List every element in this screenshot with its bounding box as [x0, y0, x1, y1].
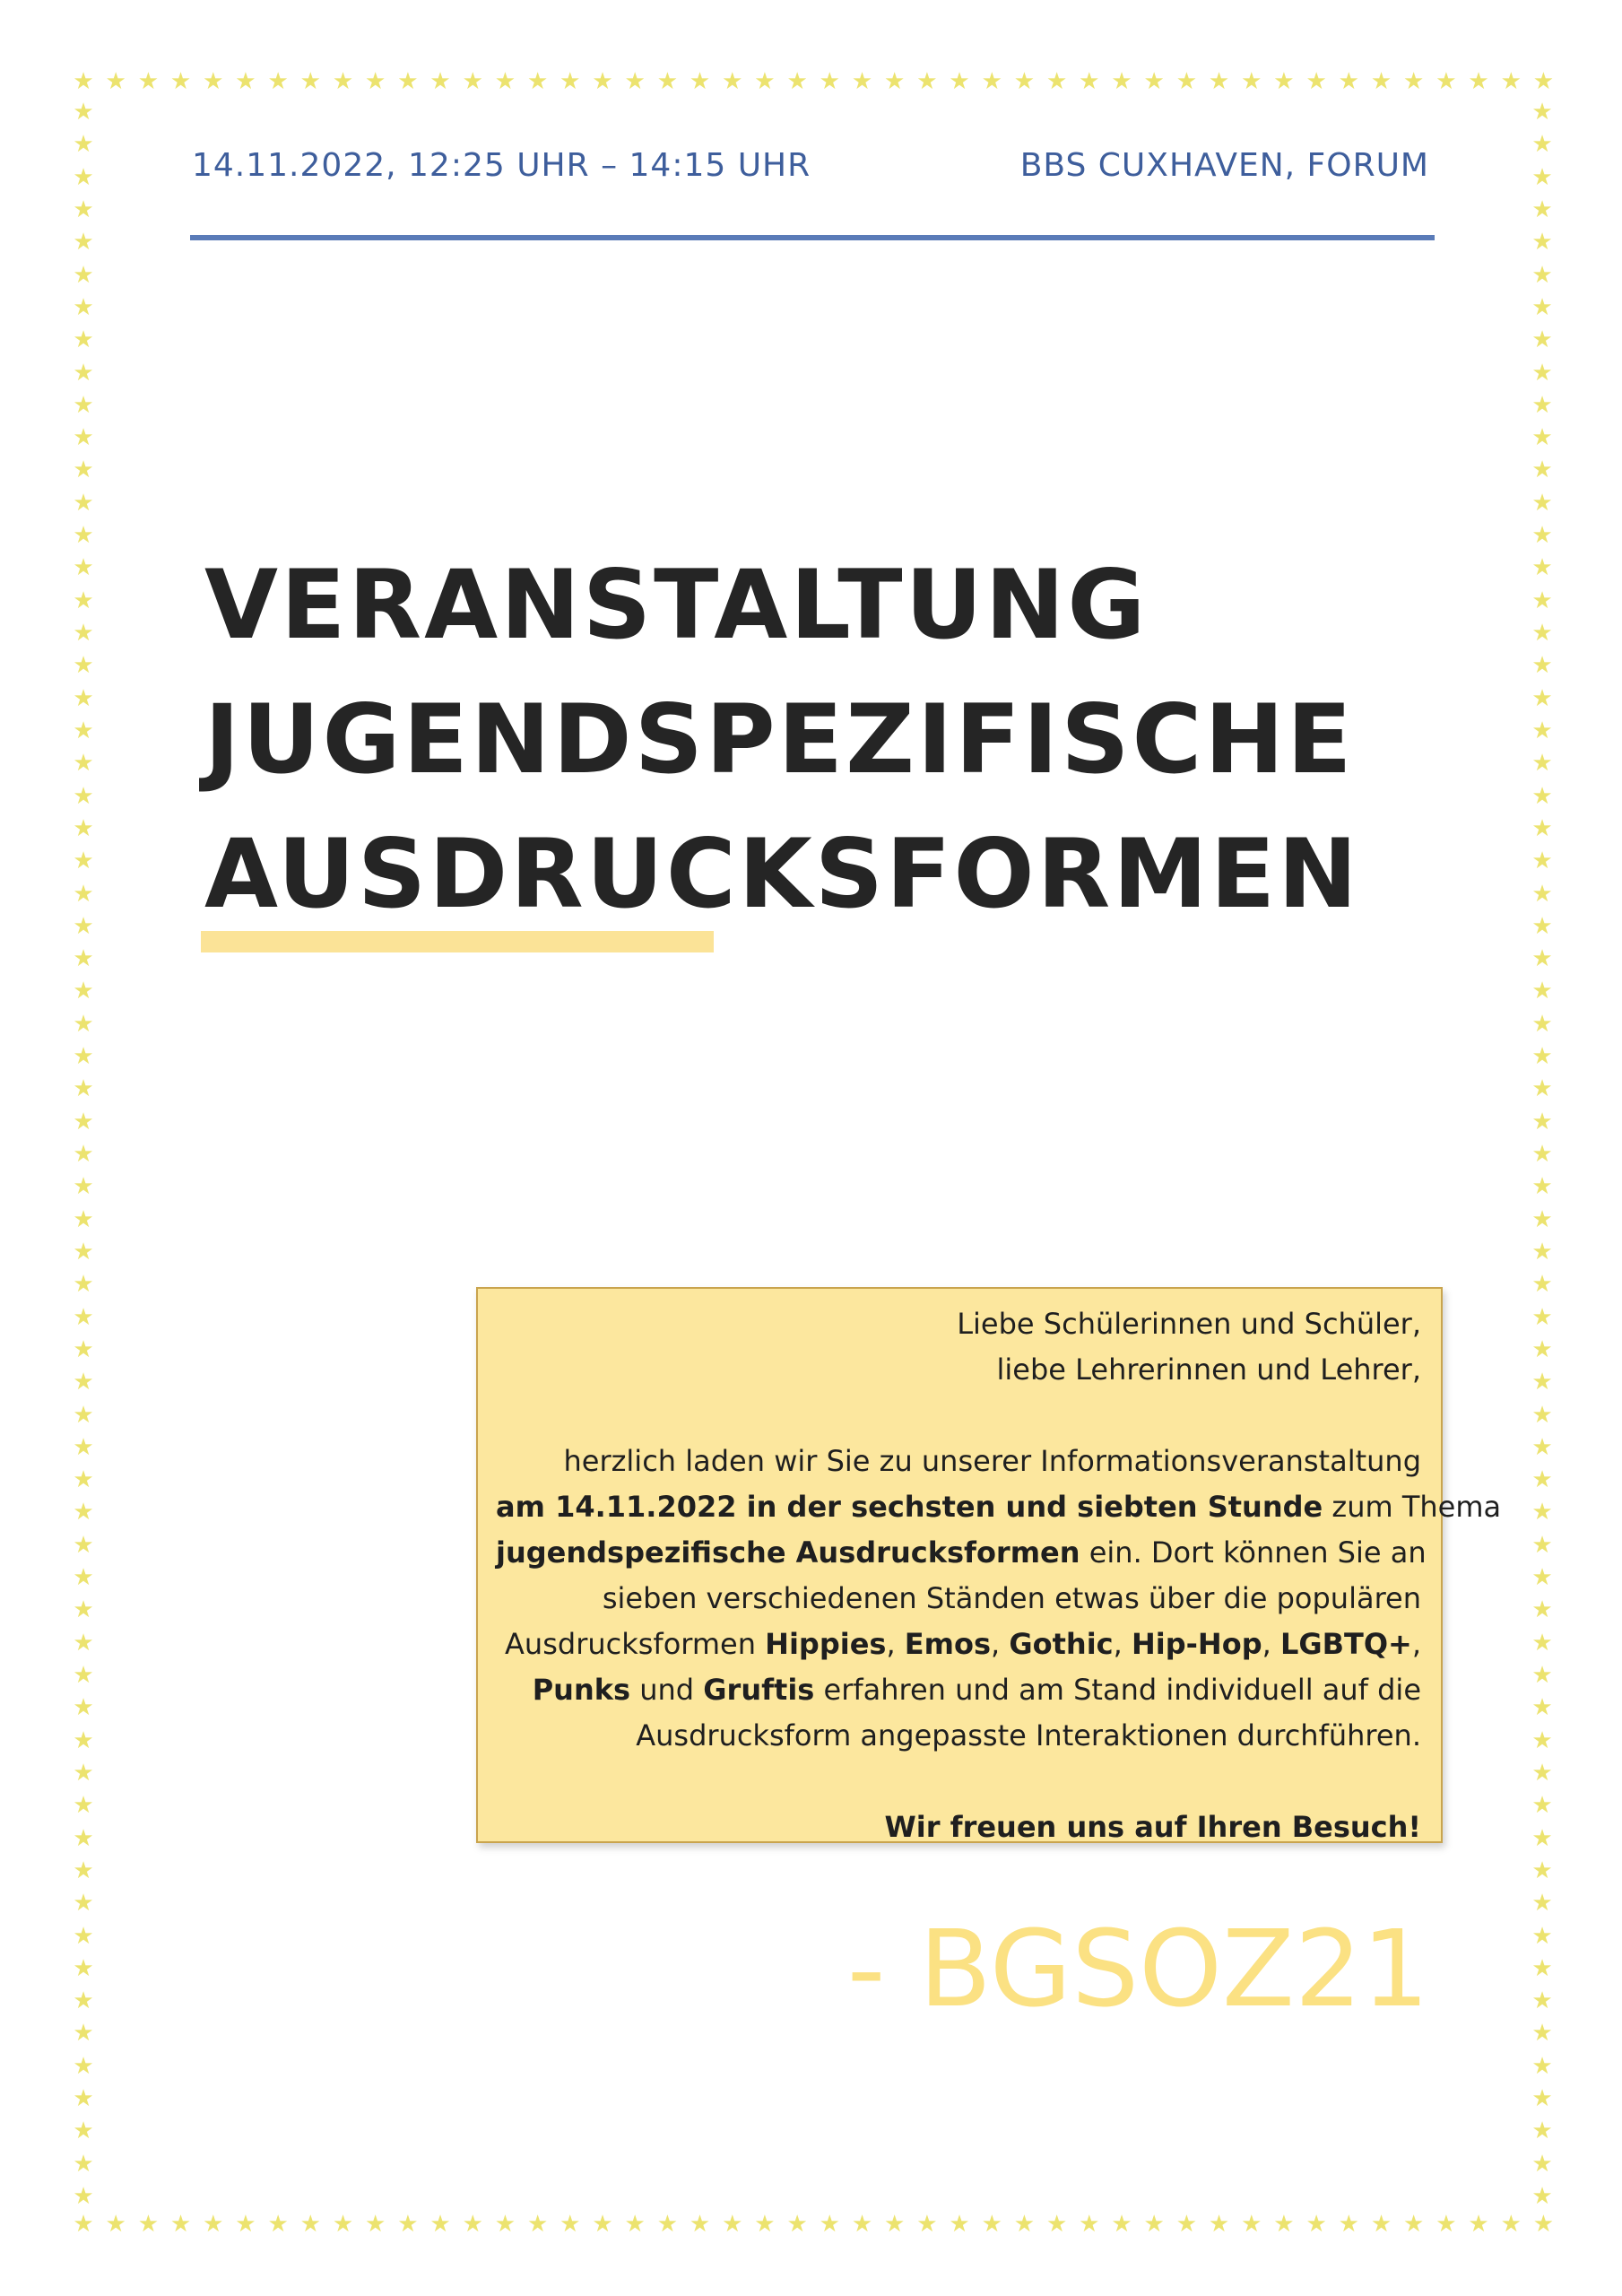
invitation-text-line-5: Ausdrucksformen Hippies, Emos, Gothic, Hip-Hop, LGBTQ+, [505, 1627, 1421, 1661]
star-icon: ★ [203, 70, 224, 95]
star-icon: ★ [73, 814, 94, 842]
star-icon: ★ [1531, 684, 1553, 712]
star-icon: ★ [1531, 1271, 1553, 1299]
star-icon: ★ [1531, 293, 1553, 321]
style-emos: Emos [904, 1627, 992, 1661]
star-icon: ★ [1436, 70, 1457, 95]
star-icon: ★ [332, 2213, 354, 2238]
style-gruftis: Gruftis [703, 1673, 815, 1707]
star-icon: ★ [73, 1108, 94, 1135]
title-line-3: AUSDRUCKSFORMEN [204, 819, 1360, 929]
star-icon: ★ [1531, 1499, 1553, 1526]
star-icon: ★ [1531, 1954, 1553, 1982]
star-icon: ★ [1531, 652, 1553, 680]
star-icon: ★ [1500, 2213, 1522, 2238]
star-icon: ★ [1531, 196, 1553, 223]
star-icon: ★ [1013, 70, 1036, 95]
star-icon: ★ [429, 70, 451, 95]
star-icon: ★ [73, 1824, 94, 1852]
star-icon: ★ [1531, 978, 1553, 1005]
star-icon: ★ [73, 1173, 94, 1201]
star-icon: ★ [1531, 1890, 1553, 1918]
star-icon: ★ [73, 1238, 94, 1265]
star-icon: ★ [1531, 261, 1553, 289]
star-icon: ★ [884, 70, 906, 95]
star-icon: ★ [1532, 2213, 1555, 2238]
invitation-text-line-6: Punks und Gruftis erfahren und am Stand individuell auf die [532, 1673, 1421, 1707]
star-icon: ★ [1143, 70, 1165, 95]
star-icon: ★ [73, 1271, 94, 1299]
star-icon: ★ [819, 2213, 840, 2238]
star-icon: ★ [73, 782, 94, 810]
star-icon: ★ [851, 70, 873, 95]
star-icon: ★ [73, 1629, 94, 1657]
star-icon: ★ [1531, 1726, 1553, 1754]
star-icon: ★ [1531, 1141, 1553, 1168]
star-border-bottom [72, 2213, 1556, 2239]
star-icon: ★ [1531, 717, 1553, 744]
star-icon: ★ [73, 717, 94, 744]
star-icon: ★ [916, 2213, 938, 2238]
star-icon: ★ [73, 1596, 94, 1624]
star-icon: ★ [1531, 2118, 1553, 2145]
star-icon: ★ [1436, 2213, 1457, 2238]
star-icon: ★ [722, 2213, 743, 2238]
star-icon: ★ [73, 2085, 94, 2113]
star-icon: ★ [656, 70, 679, 95]
star-icon: ★ [1531, 131, 1553, 159]
star-icon: ★ [1338, 2213, 1359, 2238]
star-icon: ★ [73, 684, 94, 712]
star-icon: ★ [1531, 1369, 1553, 1396]
star-icon: ★ [1531, 100, 1553, 126]
star-icon: ★ [1273, 70, 1295, 95]
star-icon: ★ [169, 2213, 192, 2238]
star-icon: ★ [137, 2213, 160, 2238]
star-icon: ★ [981, 70, 1002, 95]
star-icon: ★ [1531, 1238, 1553, 1265]
star-icon: ★ [1208, 70, 1230, 95]
star-icon: ★ [73, 1987, 94, 2015]
spacer [496, 1393, 1421, 1439]
star-icon: ★ [73, 620, 94, 647]
star-icon: ★ [73, 945, 94, 973]
star-icon: ★ [624, 2213, 646, 2238]
star-icon: ★ [1531, 814, 1553, 842]
star-icon: ★ [73, 489, 94, 517]
star-border-left [72, 100, 99, 2208]
header-divider [190, 235, 1435, 240]
topic-highlight: jugendspezifische Ausdrucksformen [496, 1535, 1080, 1570]
star-icon: ★ [1531, 782, 1553, 810]
star-icon: ★ [73, 1433, 94, 1461]
star-icon: ★ [1531, 912, 1553, 940]
star-icon: ★ [1531, 1466, 1553, 1494]
star-icon: ★ [1531, 620, 1553, 647]
star-icon: ★ [1531, 457, 1553, 484]
star-icon: ★ [1531, 1792, 1553, 1820]
star-icon: ★ [1403, 2213, 1425, 2238]
star-icon: ★ [1531, 1694, 1553, 1722]
star-icon: ★ [1468, 70, 1489, 95]
star-icon: ★ [235, 2213, 256, 2238]
star-icon: ★ [1531, 1857, 1553, 1884]
event-title [204, 538, 1370, 942]
star-icon: ★ [73, 1043, 94, 1071]
star-icon: ★ [1531, 1596, 1553, 1624]
star-icon: ★ [169, 70, 192, 95]
star-border-right [1531, 100, 1557, 2208]
invitation-text-line-1: herzlich laden wir Sie zu unserer Informationsveranstaltung [563, 1444, 1421, 1478]
star-icon: ★ [73, 1954, 94, 1982]
star-icon: ★ [1531, 1173, 1553, 1201]
star-icon: ★ [1045, 2213, 1068, 2238]
star-icon: ★ [1013, 2213, 1036, 2238]
title-line-2: JUGENDSPEZIFISCHE [204, 684, 1355, 795]
star-icon: ★ [1531, 229, 1553, 257]
star-icon: ★ [235, 70, 256, 95]
greeting-students: Liebe Schülerinnen und Schüler, [957, 1307, 1421, 1341]
star-icon: ★ [851, 2213, 873, 2238]
star-icon: ★ [1531, 554, 1553, 582]
star-icon: ★ [73, 1335, 94, 1363]
star-icon: ★ [73, 1726, 94, 1754]
star-icon: ★ [1370, 2213, 1392, 2238]
title-line-1: VERANSTALTUNG [204, 550, 1149, 660]
invitation-text-line-2: am 14.11.2022 in der sechsten und siebten Stunde zum Thema [496, 1490, 1502, 1524]
star-icon: ★ [1111, 70, 1132, 95]
star-icon: ★ [73, 1303, 94, 1331]
star-icon: ★ [916, 70, 938, 95]
star-icon: ★ [105, 2213, 126, 2238]
star-icon: ★ [1531, 1564, 1553, 1592]
closing-line: Wir freuen uns auf Ihren Besuch! [884, 1810, 1421, 1844]
star-icon: ★ [1531, 750, 1553, 778]
star-icon: ★ [73, 1499, 94, 1526]
star-icon: ★ [73, 293, 94, 321]
star-icon: ★ [203, 2213, 224, 2238]
star-icon: ★ [1531, 2183, 1553, 2208]
star-icon: ★ [1531, 2085, 1553, 2113]
star-icon: ★ [1531, 848, 1553, 875]
star-icon: ★ [73, 100, 94, 126]
star-icon: ★ [1531, 163, 1553, 191]
star-icon: ★ [494, 2213, 516, 2238]
star-icon: ★ [1532, 70, 1555, 95]
star-icon: ★ [1531, 1987, 1553, 2015]
star-icon: ★ [73, 554, 94, 582]
star-icon: ★ [365, 70, 386, 95]
star-icon: ★ [1468, 2213, 1489, 2238]
star-icon: ★ [1241, 70, 1262, 95]
star-icon: ★ [73, 457, 94, 484]
star-icon: ★ [1403, 70, 1425, 95]
star-icon: ★ [397, 70, 419, 95]
star-icon: ★ [73, 978, 94, 1005]
star-icon: ★ [73, 1466, 94, 1494]
star-icon: ★ [267, 2213, 289, 2238]
star-icon: ★ [1338, 70, 1359, 95]
star-icon: ★ [73, 1010, 94, 1038]
star-icon: ★ [1531, 2150, 1553, 2178]
star-icon: ★ [73, 424, 94, 452]
style-gothic: Gothic [1009, 1627, 1114, 1661]
star-icon: ★ [73, 1662, 94, 1689]
star-icon: ★ [73, 1759, 94, 1787]
star-icon: ★ [1305, 70, 1327, 95]
star-icon: ★ [819, 70, 840, 95]
star-icon: ★ [624, 70, 646, 95]
star-icon: ★ [73, 587, 94, 614]
event-date-time: 14.11.2022, 12:25 UHR – 14:15 UHR [192, 147, 811, 184]
star-icon: ★ [1143, 2213, 1165, 2238]
star-icon: ★ [1175, 2213, 1198, 2238]
star-icon: ★ [1045, 70, 1068, 95]
star-icon: ★ [592, 70, 613, 95]
style-hippies: Hippies [765, 1627, 887, 1661]
event-time-highlight: am 14.11.2022 in der sechsten und siebten Stunde [496, 1490, 1323, 1524]
star-icon: ★ [526, 2213, 549, 2238]
star-icon: ★ [1531, 1629, 1553, 1657]
star-icon: ★ [73, 2020, 94, 2048]
star-icon: ★ [1175, 70, 1198, 95]
star-icon: ★ [73, 196, 94, 223]
star-icon: ★ [73, 1792, 94, 1820]
star-icon: ★ [981, 2213, 1002, 2238]
star-icon: ★ [73, 163, 94, 191]
star-icon: ★ [73, 2118, 94, 2145]
star-icon: ★ [1531, 1043, 1553, 1071]
star-icon: ★ [1079, 70, 1100, 95]
star-icon: ★ [1305, 2213, 1327, 2238]
star-icon: ★ [754, 70, 776, 95]
star-icon: ★ [299, 70, 321, 95]
title-underline [201, 931, 714, 952]
star-icon: ★ [73, 1564, 94, 1592]
star-icon: ★ [397, 2213, 419, 2238]
star-icon: ★ [137, 70, 160, 95]
star-icon: ★ [786, 70, 808, 95]
star-icon: ★ [1531, 522, 1553, 550]
star-icon: ★ [689, 70, 711, 95]
star-icon: ★ [1531, 1922, 1553, 1950]
star-icon: ★ [1531, 1662, 1553, 1689]
star-icon: ★ [1273, 2213, 1295, 2238]
star-icon: ★ [73, 1922, 94, 1950]
star-icon: ★ [1531, 2052, 1553, 2080]
star-icon: ★ [1500, 70, 1522, 95]
star-icon: ★ [332, 70, 354, 95]
star-icon: ★ [73, 326, 94, 354]
star-icon: ★ [1531, 1759, 1553, 1787]
star-icon: ★ [73, 848, 94, 875]
star-icon: ★ [1079, 2213, 1100, 2238]
star-icon: ★ [73, 2213, 94, 2238]
star-icon: ★ [1370, 70, 1392, 95]
star-icon: ★ [526, 70, 549, 95]
star-icon: ★ [1531, 1401, 1553, 1429]
star-icon: ★ [949, 2213, 970, 2238]
spacer [496, 1759, 1421, 1805]
star-icon: ★ [429, 2213, 451, 2238]
star-icon: ★ [1531, 1335, 1553, 1363]
star-icon: ★ [73, 522, 94, 550]
star-icon: ★ [559, 2213, 581, 2238]
star-icon: ★ [73, 1694, 94, 1722]
style-punks: Punks [532, 1673, 631, 1707]
invitation-text-line-4: sieben verschiedenen Ständen etwas über die populären [602, 1581, 1421, 1615]
star-icon: ★ [73, 131, 94, 159]
star-icon: ★ [462, 70, 483, 95]
star-icon: ★ [1531, 489, 1553, 517]
star-icon: ★ [73, 70, 94, 95]
star-icon: ★ [462, 2213, 483, 2238]
star-icon: ★ [1531, 880, 1553, 908]
style-lgbtq: LGBTQ+ [1279, 1627, 1412, 1661]
star-icon: ★ [73, 1205, 94, 1233]
star-icon: ★ [73, 1890, 94, 1918]
star-icon: ★ [73, 359, 94, 387]
star-icon: ★ [73, 750, 94, 778]
star-icon: ★ [1531, 1010, 1553, 1038]
star-icon: ★ [1531, 1075, 1553, 1103]
star-icon: ★ [1531, 1824, 1553, 1852]
star-icon: ★ [949, 70, 970, 95]
star-icon: ★ [73, 2052, 94, 2080]
star-icon: ★ [73, 261, 94, 289]
star-icon: ★ [1531, 2020, 1553, 2048]
star-icon: ★ [1531, 359, 1553, 387]
star-icon: ★ [1531, 1108, 1553, 1135]
invitation-box [476, 1287, 1502, 1844]
star-icon: ★ [1531, 1205, 1553, 1233]
star-icon: ★ [1531, 424, 1553, 452]
star-icon: ★ [73, 1075, 94, 1103]
star-icon: ★ [1111, 2213, 1132, 2238]
star-icon: ★ [1531, 587, 1553, 614]
star-icon: ★ [73, 880, 94, 908]
star-icon: ★ [73, 391, 94, 419]
star-icon: ★ [1208, 2213, 1230, 2238]
star-icon: ★ [1531, 945, 1553, 973]
event-location: BBS CUXHAVEN, FORUM [1019, 147, 1429, 184]
star-icon: ★ [73, 652, 94, 680]
star-icon: ★ [267, 70, 289, 95]
star-icon: ★ [73, 1369, 94, 1396]
invitation-text-line-3: jugendspezifische Ausdrucksformen ein. Dort können Sie an [496, 1535, 1427, 1570]
star-icon: ★ [73, 1141, 94, 1168]
signature: - BGSOZ21 [846, 1907, 1429, 2031]
star-icon: ★ [73, 912, 94, 940]
star-icon: ★ [1531, 1531, 1553, 1559]
star-icon: ★ [73, 1531, 94, 1559]
star-icon: ★ [73, 1401, 94, 1429]
star-icon: ★ [1531, 1433, 1553, 1461]
star-icon: ★ [559, 70, 581, 95]
star-icon: ★ [884, 2213, 906, 2238]
invitation-text-line-7: Ausdrucksform angepasste Interaktionen durchführen. [636, 1718, 1421, 1752]
star-icon: ★ [73, 2150, 94, 2178]
star-icon: ★ [1531, 1303, 1553, 1331]
star-icon: ★ [1531, 326, 1553, 354]
star-icon: ★ [1531, 391, 1553, 419]
star-border-top [72, 70, 1556, 97]
star-icon: ★ [73, 2183, 94, 2208]
star-icon: ★ [105, 70, 126, 95]
star-icon: ★ [73, 229, 94, 257]
star-icon: ★ [1241, 2213, 1262, 2238]
star-icon: ★ [73, 1857, 94, 1884]
star-icon: ★ [299, 2213, 321, 2238]
star-icon: ★ [754, 2213, 776, 2238]
star-icon: ★ [656, 2213, 679, 2238]
star-icon: ★ [786, 2213, 808, 2238]
style-hip-hop: Hip-Hop [1131, 1627, 1262, 1661]
star-icon: ★ [689, 2213, 711, 2238]
star-icon: ★ [592, 2213, 613, 2238]
star-icon: ★ [365, 2213, 386, 2238]
star-icon: ★ [722, 70, 743, 95]
greeting-teachers: liebe Lehrerinnen und Lehrer, [996, 1352, 1421, 1387]
star-icon: ★ [494, 70, 516, 95]
